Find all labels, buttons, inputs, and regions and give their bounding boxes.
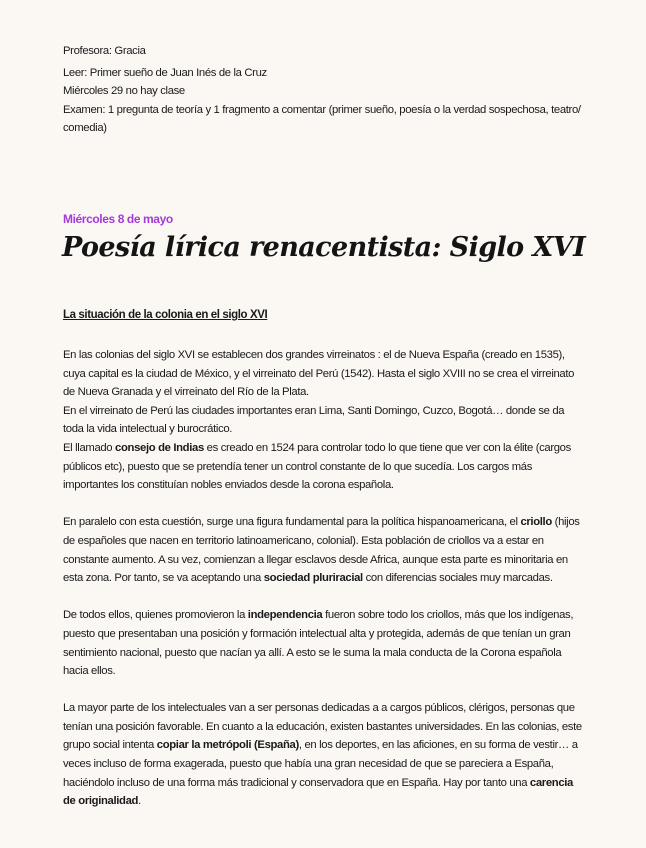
text-span: , en los deportes, en las aficiones, en su forma de vestir… a veces incluso de forma exagerada, puesto que había una gran necesidad de que se pareciera a España, haciéndolo incluso de una forma más tradicional y conservadora que en España. Hay por tanto una [63, 739, 578, 789]
text-span: La mayor parte de los intelectuales van a ser personas dedicadas a a cargos públicos, clérigos, personas que tenían una posición favorable. En cuanto a la educación, existen bastantes universidades. En las colonias, este grupo social intenta [63, 702, 582, 752]
text-span: . [138, 795, 141, 808]
bold-term-consejo: consejo de Indias [115, 441, 204, 454]
paragraph-intelectuales [63, 699, 583, 811]
text-span: fueron sobre todo los criollos, más que los indígenas, puesto que presentaban una posición y formación intelectual alta y protegida, además de que tenían un gran sentimiento nacional, puesto que nacían ya allí. A esto se le suma la mala conducta de la Corona española hacia ellos. [63, 609, 574, 678]
text-span: es creado en 1524 para controlar todo lo que tiene que ver con la élite (cargos públicos etc), puesto que se pretendía tener un control constante de lo que sucedía. Los cargos más importantes los constituían nobles enviados desde la corona española. [63, 441, 571, 492]
text-span: En las colonias del siglo XVI se establecen dos grandes virreinatos : el de Nueva España (creado en 1535), cuya capital es la ciudad de México, y el virreinato del Perú (1542). Hasta el siglo XVIII no se crea el virreinato de Nueva Granada y el virreinato del Río de la Plata. [63, 349, 575, 399]
section-heading: La situación de la colonia en el siglo XVI [63, 309, 268, 321]
bold-term-copiar: copiar la metrópoli (España) [156, 739, 299, 752]
body-text [63, 346, 583, 829]
text-span: El llamado [63, 441, 116, 454]
teacher-line: Profesora: Gracia [63, 45, 146, 57]
course-notes-header [63, 42, 623, 137]
bold-term-sociedad: sociedad pluriracial [263, 572, 363, 585]
text-span: con diferencias sociales muy marcadas. [362, 572, 553, 585]
bold-term-criollo: criollo [520, 516, 552, 529]
paragraph-criollo [63, 513, 583, 587]
exam-line: Examen: 1 pregunta de teoría y 1 fragmento a comentar (primer sueño, poesía o la verdad sospechosa, teatro/ comedia) [63, 103, 581, 134]
reading-line: Leer: Primer sueño de Juan Inés de la Cruz [63, 67, 267, 80]
page-title: Poesía lírica renacentista: Siglo XVI [62, 232, 586, 263]
lecture-date: Miércoles 8 de mayo [63, 212, 173, 226]
text-span: En paralelo con esta cuestión, surge una figura fundamental para la política hispanoamericana, el [63, 516, 521, 529]
text-span: (hijos de españoles que nacen en territorio latinoamericano, colonial). Esta población de criollos va a estar en constante aumento. A su vez, comienzan a llegar esclavos desde Africa, aunque esta parte es minoritaria en esta zona. Por tanto, se va aceptando una [63, 516, 580, 585]
text-span: En el virreinato de Perú las ciudades importantes eran Lima, Santi Domingo, Cuzco, Bogotá… donde se da toda la vida intelectual y burocrático. [63, 404, 565, 436]
paragraph-virreinatos [63, 346, 583, 495]
bold-term-carencia: carencia de originalidad [63, 776, 573, 808]
no-class-line: Miércoles 29 no hay clase [63, 85, 185, 98]
paragraph-independencia [63, 606, 583, 680]
text-span: De todos ellos, quienes promovieron la [63, 609, 248, 622]
bold-term-independencia: independencia [247, 609, 323, 622]
